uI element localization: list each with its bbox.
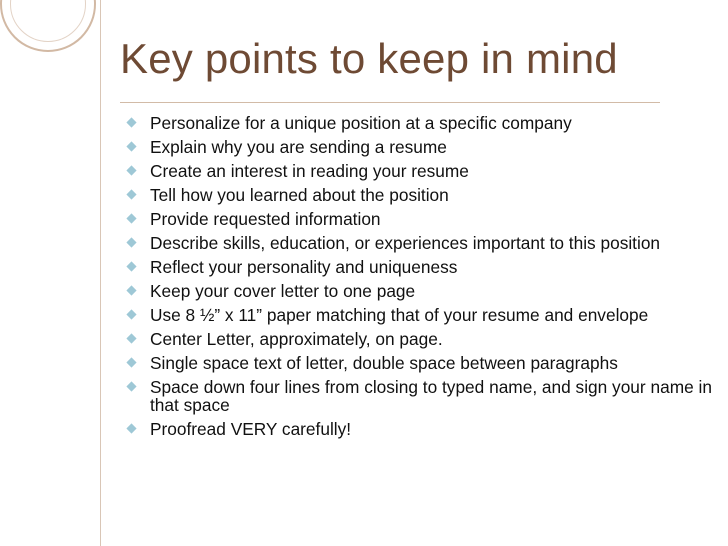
diamond-bullet-icon (126, 285, 136, 295)
bullet-item (126, 378, 721, 414)
bullet-text: Use 8 ½” x 11” paper matching that of your resume and envelope (150, 305, 649, 325)
diamond-bullet-icon (126, 423, 136, 433)
bullet-text: Proofread VERY carefully! (150, 419, 352, 439)
left-rule-line (100, 0, 101, 546)
bullet-text: Create an interest in reading your resume (150, 161, 469, 181)
bullet-item (126, 258, 721, 276)
bullet-text: Center Letter, approximately, on page. (150, 329, 443, 349)
diamond-bullet-icon (126, 141, 136, 151)
diamond-bullet-icon (126, 357, 136, 367)
bullet-text: Single space text of letter, double space between paragraphs (150, 353, 618, 373)
bullet-item (126, 210, 721, 228)
diamond-bullet-icon (126, 117, 136, 127)
diamond-bullet-icon (126, 309, 136, 319)
bullet-text: Describe skills, education, or experiences important to this position (150, 233, 661, 253)
corner-circle-decoration (0, 0, 96, 52)
bullet-text: Provide requested information (150, 209, 381, 229)
bullet-text: Keep your cover letter to one page (150, 281, 416, 301)
diamond-bullet-icon (126, 333, 136, 343)
bullet-item (126, 114, 721, 132)
diamond-bullet-icon (126, 381, 136, 391)
bullet-text: Explain why you are sending a resume (150, 137, 447, 157)
bullet-text: Personalize for a unique position at a specific company (150, 113, 572, 133)
bullet-item (126, 234, 721, 252)
bullet-item (126, 282, 721, 300)
diamond-bullet-icon (126, 261, 136, 271)
title-underline (120, 102, 660, 103)
diamond-bullet-icon (126, 237, 136, 247)
diamond-bullet-icon (126, 213, 136, 223)
bullet-item (126, 330, 721, 348)
bullet-text: Tell how you learned about the position (150, 185, 449, 205)
bullet-text: Reflect your personality and uniqueness (150, 257, 458, 277)
bullet-list (126, 114, 721, 444)
bullet-item (126, 420, 721, 438)
bullet-item (126, 354, 721, 372)
diamond-bullet-icon (126, 165, 136, 175)
diamond-bullet-icon (126, 189, 136, 199)
bullet-text: Space down four lines from closing to typed name, and sign your name in that space (150, 377, 712, 415)
bullet-item (126, 306, 721, 324)
bullet-item (126, 138, 721, 156)
slide-title: Key points to keep in mind (120, 35, 618, 82)
bullet-item (126, 186, 721, 204)
bullet-item (126, 162, 721, 180)
